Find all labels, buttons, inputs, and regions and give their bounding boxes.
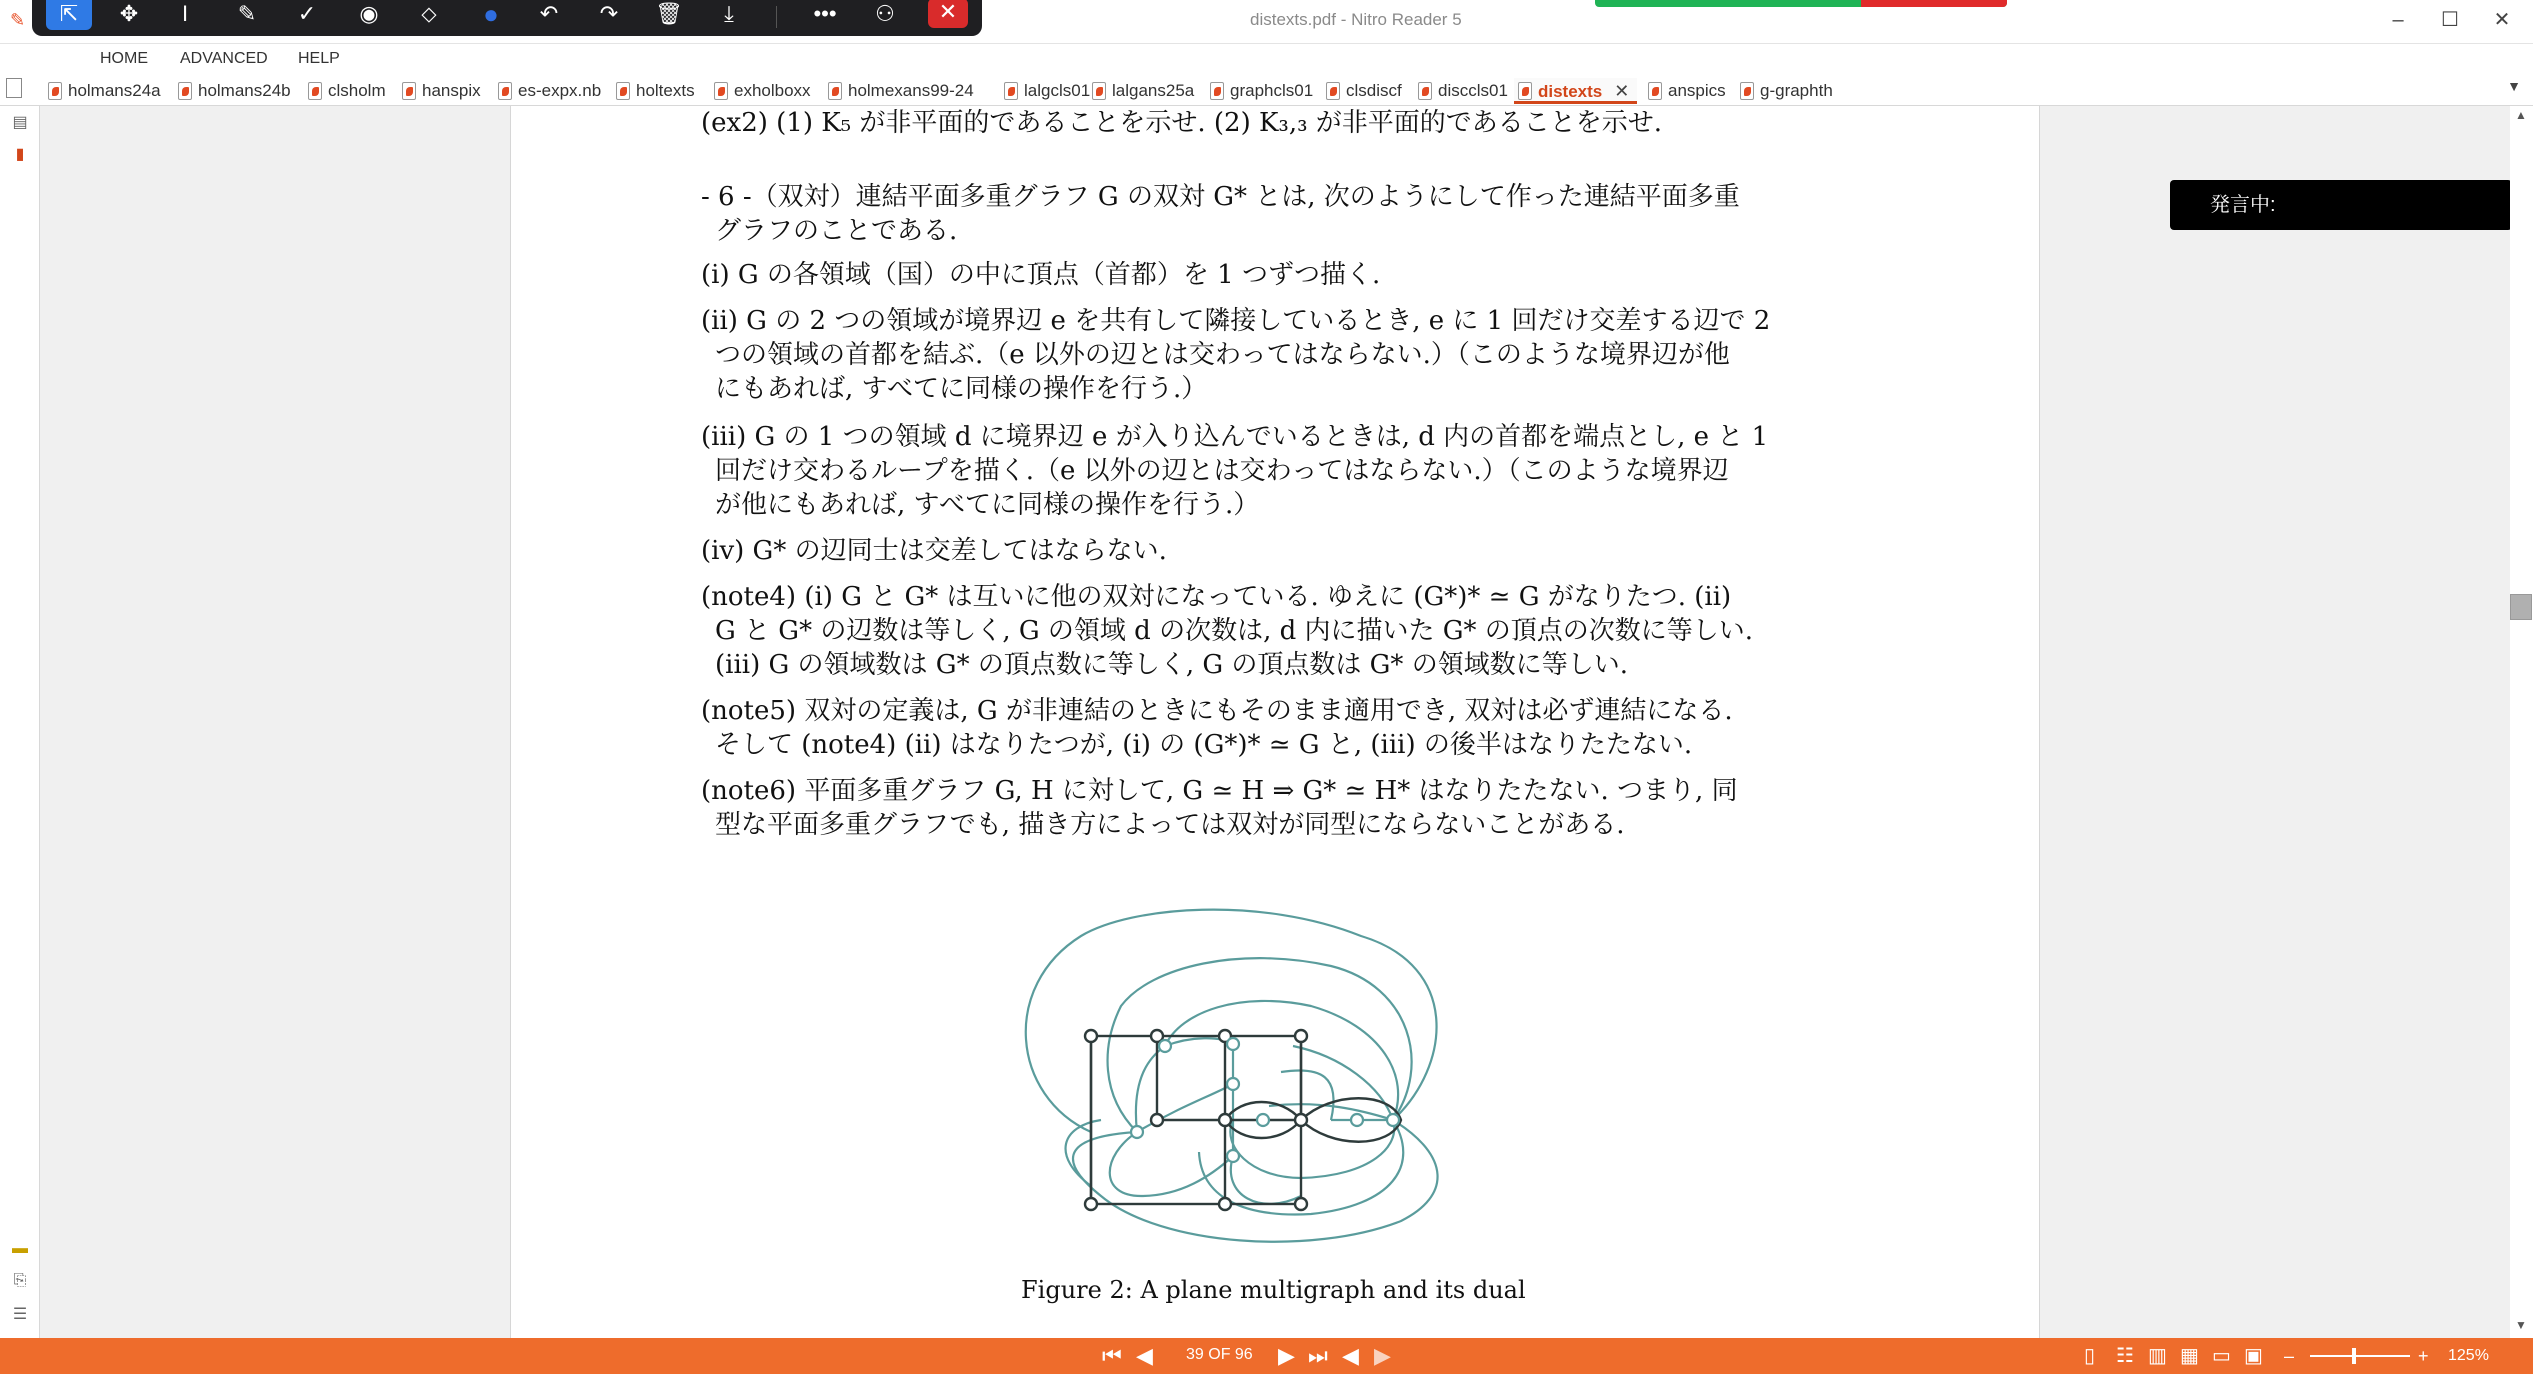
dual-vertices: [1131, 1038, 1399, 1162]
pdf-file-icon: [1326, 82, 1340, 100]
document-viewer[interactable]: [40, 106, 2510, 1338]
previous-page-icon[interactable]: ◀: [1136, 1343, 1153, 1368]
close-window-button[interactable]: ✕: [2493, 9, 2511, 31]
minimize-button[interactable]: –: [2392, 9, 2404, 31]
pdf-file-icon: [616, 82, 630, 100]
pdf-file-icon: [1648, 82, 1662, 100]
color-picker-icon[interactable]: ●: [483, 0, 499, 29]
tab-es-expx[interactable]: [494, 78, 601, 104]
first-page-icon[interactable]: ⏮: [1102, 1343, 1122, 1368]
tab-label: hanspix: [422, 81, 481, 100]
tab-label: g-graphth: [1760, 81, 1833, 100]
menu-bar: [0, 44, 2533, 70]
zoom-slider-handle[interactable]: [2352, 1348, 2356, 1364]
pdf-file-icon: [402, 82, 416, 100]
zoom-level[interactable]: 125%: [2448, 1347, 2489, 1364]
figure-caption: Figure 2: A plane multigraph and its dual: [1021, 1276, 1526, 1304]
tab-holmexans99-24[interactable]: [824, 78, 974, 104]
tab-exholboxx[interactable]: [710, 78, 811, 104]
document-tab-bar: [0, 72, 2533, 106]
pdf-page: [510, 106, 2040, 1338]
pdf-file-icon: [1740, 82, 1754, 100]
attachments-panel-icon[interactable]: ⎘: [13, 1272, 27, 1289]
bookmarks-panel-icon[interactable]: ▮: [15, 146, 25, 163]
tab-label: holtexts: [636, 81, 695, 100]
zoom-slider[interactable]: [2310, 1355, 2410, 1357]
scroll-down-icon[interactable]: ▼: [2515, 1318, 2527, 1332]
zoom-in-button[interactable]: +: [2418, 1346, 2429, 1366]
status-bar: [0, 1338, 2533, 1374]
pen-tool-icon[interactable]: ✎: [237, 1, 257, 26]
text-line: (iv) G* の辺同士は交差してはならない.: [701, 536, 1167, 566]
scroll-up-icon[interactable]: ▲: [2515, 108, 2527, 122]
close-tab-icon[interactable]: ✕: [1614, 81, 1630, 101]
single-page-view-icon[interactable]: ▯: [2084, 1345, 2096, 1367]
delete-icon[interactable]: 🗑: [655, 1, 683, 26]
tab-clsholm[interactable]: [304, 78, 386, 104]
fit-width-icon[interactable]: ▭: [2212, 1345, 2231, 1367]
close-toolbar-icon[interactable]: ✕: [928, 0, 968, 28]
next-view-icon[interactable]: ▶: [1374, 1343, 1391, 1368]
pan-tool-icon[interactable]: ✥: [119, 1, 139, 26]
text-line: G と G* の辺数は等しく, G の領域 d の次数は, d 内に描いた G* の頂点の次数に等しい.: [715, 616, 1754, 646]
tab-label: clsholm: [328, 81, 386, 100]
tab-graphcls01[interactable]: [1206, 78, 1313, 104]
continuous-view-icon[interactable]: ☷: [2116, 1345, 2134, 1367]
text-line: - 6 -（双対）連結平面多重グラフ G の双対 G* とは, 次のようにして作った連結平面多重: [701, 182, 1740, 212]
tab-holmans24b[interactable]: [174, 78, 291, 104]
text-line: (note4) (i) G と G* は互いに他の双対になっている. ゆえに (G*)* ≃ G がなりたつ. (ii): [701, 582, 1732, 612]
text-line: 型な平面多重グラフでも, 描き方によっては双対が同型にならないことがある.: [715, 810, 1625, 840]
pdf-file-icon: [498, 82, 512, 100]
pdf-file-icon: [48, 82, 62, 100]
more-options-icon[interactable]: •••: [813, 1, 837, 26]
text-line: 回だけ交わるループを描く.（e 以外の辺とは交わってはならない.）（このような境界辺: [715, 456, 1729, 486]
tab-label: lalgcls01: [1024, 81, 1091, 100]
pdf-file-icon: [1518, 82, 1532, 100]
pdf-file-icon: [178, 82, 192, 100]
scroll-thumb[interactable]: [2510, 594, 2532, 620]
dual-graph-edges: [1026, 910, 1438, 1242]
last-page-icon[interactable]: ⏭: [1308, 1343, 1328, 1368]
tab-clsdiscf[interactable]: [1322, 78, 1402, 104]
stamp-tool-icon[interactable]: ◉: [359, 1, 379, 26]
share-user-icon[interactable]: ⚇: [875, 1, 895, 26]
facing-view-icon[interactable]: ▥: [2148, 1345, 2167, 1367]
vertical-scrollbar[interactable]: [2510, 106, 2533, 1338]
pdf-file-icon: [1004, 82, 1018, 100]
check-tool-icon[interactable]: ✓: [297, 1, 317, 26]
tab-label: distexts: [1538, 82, 1603, 101]
text-tool-icon[interactable]: I: [181, 1, 189, 26]
text-line: (note6) 平面多重グラフ G, H に対して, G ≃ H ⇒ G* ≃ H* はなりたたない. つまり, 同: [701, 776, 1738, 806]
page-view-icon[interactable]: [6, 78, 22, 98]
tab-label: exholboxx: [734, 81, 811, 100]
menu-help[interactable]: HELP: [298, 50, 340, 67]
pdf-file-icon: [1418, 82, 1432, 100]
tab-holmans24a[interactable]: [44, 78, 161, 104]
tab-distexts[interactable]: [1514, 78, 1637, 104]
tab-lalgans25a[interactable]: [1088, 78, 1194, 104]
comments-panel-icon[interactable]: ▬: [12, 1240, 28, 1257]
tab-label: anspics: [1668, 81, 1726, 100]
tab-label: holmexans99-24: [848, 81, 974, 100]
text-line: (i) G の各領域（国）の中に頂点（首都）を 1 つずつ描く.: [701, 260, 1381, 290]
nitro-logo-icon: ✎: [10, 10, 26, 30]
pdf-file-icon: [1210, 82, 1224, 100]
tab-holtexts[interactable]: [612, 78, 695, 104]
text-line: (ii) G の 2 つの領域が境界辺 e を共有して隣接しているとき, e に 1 回だけ交差する辺で 2: [701, 306, 1771, 336]
pdf-file-icon: [828, 82, 842, 100]
tab-label: holmans24b: [198, 81, 291, 100]
window-title: distexts.pdf - Nitro Reader 5: [1250, 10, 1462, 29]
text-line: にもあれば, すべてに同様の操作を行う.）: [715, 374, 1208, 404]
text-line: (iii) G の 1 つの領域 d に境界辺 e が入り込んでいるときは, d 内の首都を端点とし, e と 1: [701, 422, 1769, 452]
download-icon[interactable]: ⤓: [724, 1, 734, 26]
tab-label: graphcls01: [1230, 81, 1314, 100]
graph-figure: [981, 896, 1501, 1246]
previous-view-icon[interactable]: ◀: [1342, 1343, 1359, 1368]
redo-icon[interactable]: ↷: [599, 1, 619, 26]
next-page-icon[interactable]: ▶: [1278, 1343, 1295, 1368]
tab-overflow-icon[interactable]: ▼: [2507, 78, 2521, 94]
text-line: (ex2) (1) K₅ が非平面的であることを示せ. (2) K₃,₃ が非平面的であることを示せ.: [701, 108, 1663, 138]
select-tool-icon[interactable]: ⇱: [46, 0, 92, 30]
speaking-indicator: 発言中:: [2170, 180, 2512, 230]
recording-indicator: [1595, 0, 2007, 7]
pdf-file-icon: [714, 82, 728, 100]
page-indicator[interactable]: 39 OF 96: [1186, 1346, 1253, 1363]
facing-continuous-view-icon[interactable]: ▦: [2180, 1345, 2199, 1367]
pdf-file-icon: [308, 82, 322, 100]
tab-hanspix[interactable]: [398, 78, 481, 104]
tab-disccls01[interactable]: [1414, 78, 1508, 104]
undo-icon[interactable]: ↶: [539, 1, 559, 26]
text-line: (iii) G の領域数は G* の頂点数に等しく, G の頂点数は G* の領域数に等しい.: [715, 650, 1628, 680]
tab-label: es-expx.nb: [518, 81, 602, 100]
tab-label: lalgans25a: [1112, 81, 1195, 100]
text-line: (note5) 双対の定義は, G が非連結のときにもそのまま適用でき, 双対は必ず連結になる.: [701, 696, 1733, 726]
text-line: そして (note4) (ii) はなりたつが, (i) の (G*)* ≃ G と, (iii) の後半はなりたたない.: [715, 730, 1693, 760]
tab-label: holmans24a: [68, 81, 161, 100]
menu-advanced[interactable]: ADVANCED: [180, 50, 268, 67]
text-line: つの領域の首都を結ぶ.（e 以外の辺とは交わってはならない.）（このような境界辺が他: [715, 340, 1730, 370]
fit-page-icon[interactable]: ▣: [2244, 1345, 2263, 1367]
tab-lalgcls01[interactable]: [1000, 78, 1090, 104]
maximize-button[interactable]: ☐: [2441, 9, 2459, 31]
text-line: グラフのことである.: [715, 216, 958, 246]
pdf-file-icon: [1092, 82, 1106, 100]
pages-panel-icon[interactable]: ▤: [12, 114, 28, 131]
zoom-out-button[interactable]: –: [2284, 1346, 2295, 1366]
tab-g-graphth[interactable]: [1736, 78, 1833, 104]
text-line: が他にもあれば, すべてに同様の操作を行う.）: [715, 490, 1260, 520]
left-sidebar: [0, 106, 40, 1338]
menu-home[interactable]: HOME: [100, 50, 148, 67]
layers-panel-icon[interactable]: ☰: [12, 1306, 28, 1323]
tab-anspics[interactable]: [1644, 78, 1726, 104]
eraser-tool-icon[interactable]: ⬦: [421, 1, 437, 26]
tab-label: clsdiscf: [1346, 81, 1402, 100]
annotation-toolbar: [32, 0, 982, 36]
tab-label: disccls01: [1438, 81, 1508, 100]
